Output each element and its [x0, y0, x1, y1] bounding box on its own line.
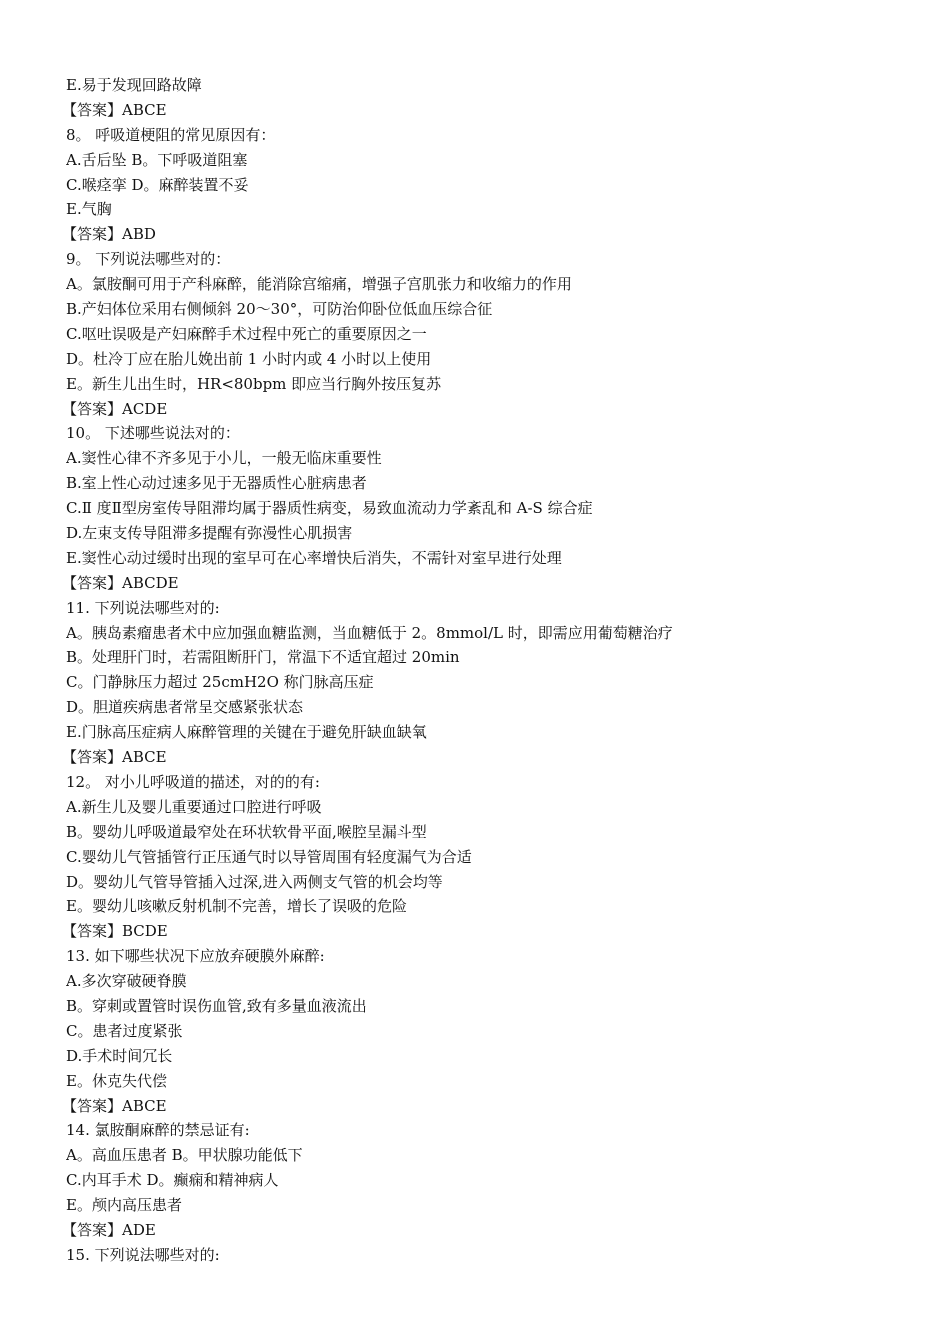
option-line: E。婴幼儿咳嗽反射机制不完善，增长了误吸的危险	[66, 897, 407, 916]
option-line: B.产妇体位采用右侧倾斜 20～30°，可防治仰卧位低血压综合征	[66, 300, 493, 319]
option-line: E.易于发现回路故障	[66, 76, 202, 94]
question-line: 10。 下述哪些说法对的：	[66, 424, 240, 443]
answer-line: 【答案】ACDE	[62, 399, 168, 418]
answer-line: 【答案】BCDE	[62, 922, 168, 941]
question-line: 11. 下列说法哪些对的:	[66, 598, 220, 617]
option-line: B.室上性心动过速多见于无器质性心脏病患者	[66, 474, 367, 493]
option-line: E。休克失代偿	[66, 1071, 167, 1090]
option-line: C.婴幼儿气管插管行正压通气时以导管周围有轻度漏气为合适	[66, 847, 472, 866]
option-line: D。胆道疾病患者常呈交感紧张状态	[66, 698, 304, 717]
option-line: C.喉痉挛 D。麻醉装置不妥	[66, 175, 249, 194]
answer-line: 【答案】ADE	[62, 1220, 156, 1239]
option-line: D.手术时间冗长	[66, 1046, 173, 1065]
question-line: 8。 呼吸道梗阻的常见原因有：	[66, 125, 276, 144]
option-line: C。门静脉压力超过 25cmH2O 称门脉高压症	[66, 673, 374, 692]
answer-line: 【答案】ABCE	[62, 748, 167, 767]
option-line: D。婴幼儿气管导管插入过深,进入两侧支气管的机会均等	[66, 872, 443, 891]
option-line: D。杜冷丁应在胎儿娩出前 1 小时内或 4 小时以上使用	[66, 349, 432, 368]
answer-line: 【答案】ABCE	[62, 100, 167, 119]
answer-line: 【答案】ABD	[62, 225, 156, 244]
option-line: C.Ⅱ 度Ⅱ型房室传导阻滞均属于器质性病变，易致血流动力学紊乱和 A-S 综合症	[66, 499, 593, 518]
option-line: A。胰岛素瘤患者术中应加强血糖监测，当血糖低于 2。8mmol/L 时，即需应用葡萄糖治疗	[66, 623, 673, 642]
option-line: C.内耳手术 D。癫痫和精神病人	[66, 1171, 279, 1190]
option-line: D.左束支传导阻滞多提醒有弥漫性心肌损害	[66, 524, 353, 543]
option-line: B。穿刺或置管时误伤血管,致有多量血液流出	[66, 996, 367, 1015]
option-line: E.气胸	[66, 200, 112, 219]
question-line: 13. 如下哪些状况下应放弃硬膜外麻醉:	[66, 947, 325, 966]
option-line: E.门脉高压症病人麻醉管理的关键在于避免肝缺血缺氧	[66, 723, 427, 742]
option-line: A.窦性心律不齐多见于小儿，一般无临床重要性	[66, 449, 382, 468]
option-line: A.舌后坠 B。下呼吸道阻塞	[66, 150, 248, 169]
option-line: A。高血压患者 B。甲状腺功能低下	[66, 1146, 303, 1165]
option-line: C。患者过度紧张	[66, 1021, 183, 1040]
option-line: E.窦性心动过缓时出现的室早可在心率增快后消失，不需针对室早进行处理	[66, 548, 562, 567]
question-line: 15. 下列说法哪些对的:	[66, 1245, 220, 1264]
option-line: A.新生儿及婴儿重要通过口腔进行呼吸	[66, 797, 322, 816]
option-line: E。新生儿出生时，HR<80bpm 即应当行胸外按压复苏	[66, 374, 442, 393]
answer-line: 【答案】ABCDE	[62, 573, 179, 592]
question-line: 9。 下列说法哪些对的：	[66, 250, 231, 269]
option-line: A.多次穿破硬脊膜	[66, 972, 187, 991]
answer-line: 【答案】ABCE	[62, 1096, 167, 1115]
option-line: B。婴幼儿呼吸道最窄处在环状软骨平面,喉腔呈漏斗型	[66, 822, 427, 841]
document-page	[62, 73, 916, 1268]
question-line: 12。 对小儿呼吸道的描述，对的的有:	[66, 772, 320, 791]
question-line: 14. 氯胺酮麻醉的禁忌证有:	[66, 1121, 250, 1140]
option-line: A。氯胺酮可用于产科麻醉，能消除宫缩痛，增强子宫肌张力和收缩力的作用	[66, 275, 572, 294]
option-line: C.呕吐误吸是产妇麻醉手术过程中死亡的重要原因之一	[66, 324, 427, 343]
option-line: B。处理肝门时，若需阻断肝门，常温下不适宜超过 20min	[66, 648, 460, 667]
option-line: E。颅内高压患者	[66, 1196, 182, 1215]
